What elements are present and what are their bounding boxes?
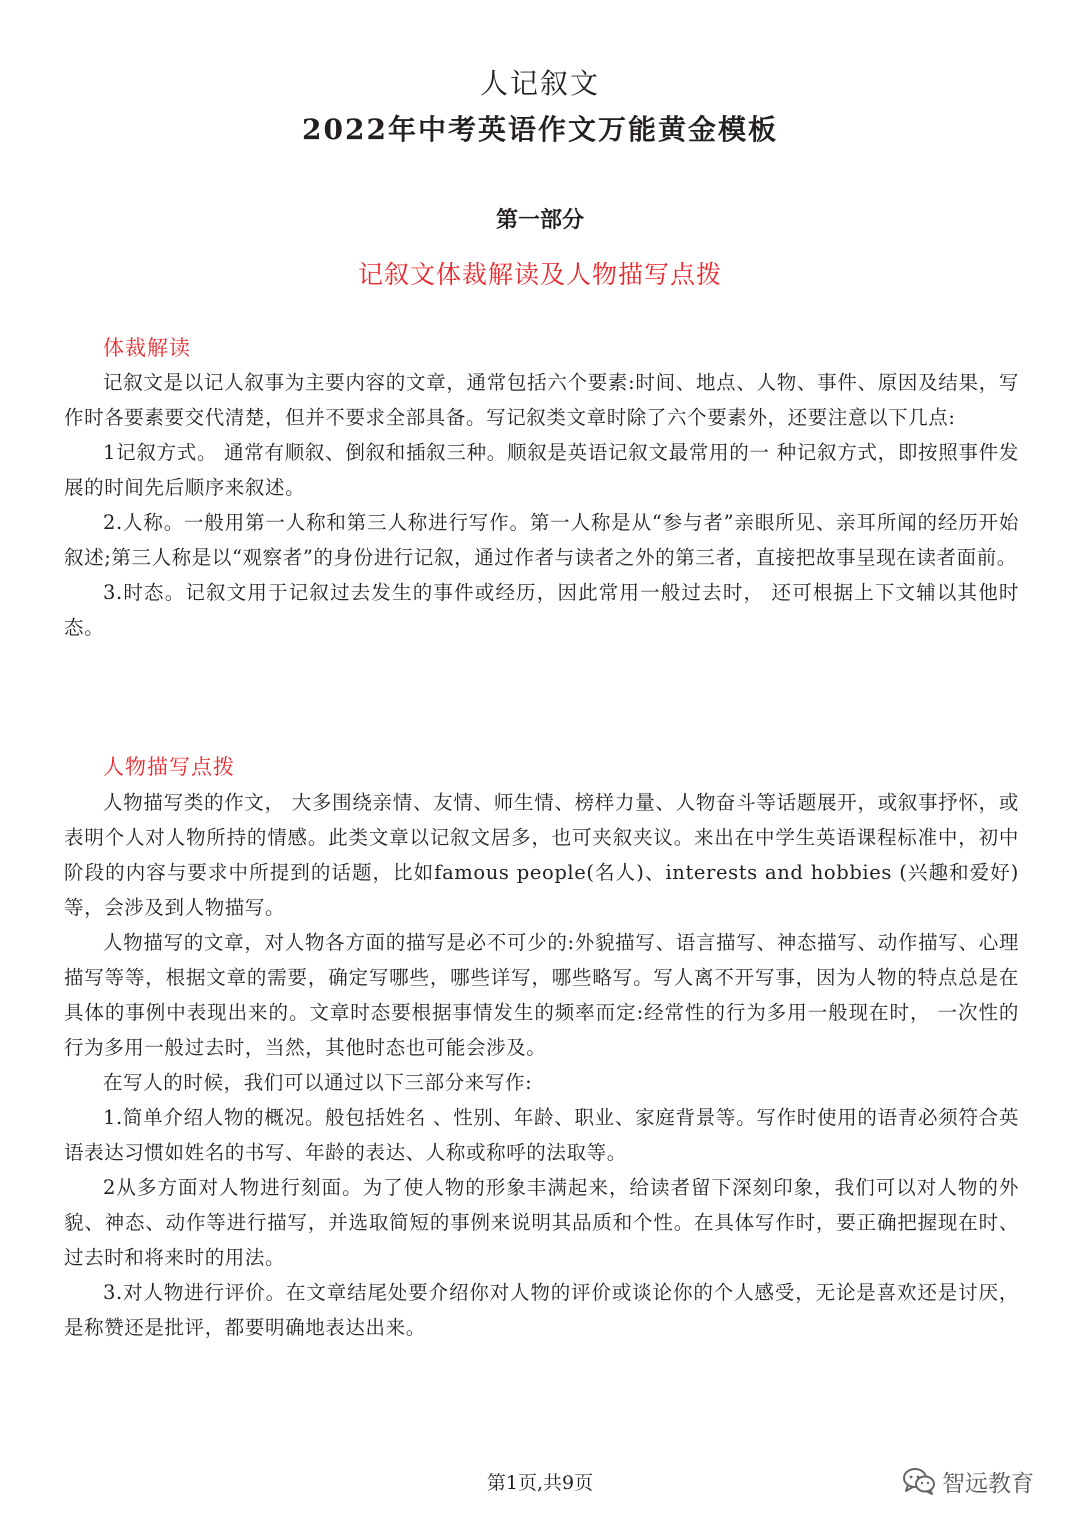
section-genre-body [64,365,1019,645]
paragraph: 记叙文是以记人叙事为主要内容的文章，通常包括六个要素:时间、地点、人物、事件、原因及结果，写作时各要素要交代清楚，但并不要求全部具备。写记叙类文章时除了六个要素外，还要注意以下几点: [64,371,1019,429]
part-title: 记叙文体裁解读及人物描写点拨 [357,260,722,289]
paragraph: 人物描写的文章，对人物各方面的描写是必不可少的:外貌描写、语言描写、神态描写、动作描写、心理描写等等，根据文章的需要，确定写哪些，哪些详写，哪些略写。写人离不开写事，因为人物的特点总是在具体的事例中表现出来的。文章时态要根据事情发生的频率而定:经常性的行为多用一般现在时， 一次性的行为多用一般过去时，当然，其他时态也可能会涉及。 [64,931,1019,1059]
paragraph: 在写人的时候，我们可以通过以下三部分来写作: [103,1071,533,1094]
paragraph: 3.对人物进行评价。在文章结尾处要介绍你对人物的评价或谈论你的个人感受，无论是喜欢还是讨厌，是称赞还是批评，都要明确地表达出来。 [64,1281,1019,1339]
document-subtitle: 人记叙文 [479,67,600,100]
part-label: 第一部分 [495,208,584,233]
watermark [902,1461,1034,1501]
paragraph: 1记叙方式。 通常有顺叙、倒叙和插叙三种。顺叙是英语记叙文最常用的一 种记叙方式，即按照事件发展的时间先后顺序来叙述。 [64,441,1019,499]
paragraph: 2.人称。一般用第一人称和第三人称进行写作。第一人称是从“参与者”亲眼所见、亲耳所闻的经历开始叙述;第三人称是以“观察者”的身份进行记叙，通过作者与读者之外的第三者，直接把故事呈现在读者面前。 [64,511,1019,569]
section-character-body [64,785,1019,1345]
page-number: 第1页,共9页 [486,1472,594,1494]
paragraph: 人物描写类的作文， 大多围绕亲情、友情、师生情、榜样力量、人物奋斗等话题展开，或叙事抒怀，或表明个人对人物所持的情感。此类文章以记叙文居多，也可夹叙夹议。来出在中学生英语课程标准中，初中阶段的内容与要求中所提到的话题，比如famous people(名人)、interests and hobbies (兴趣和爱好)等，会涉及到人物描写。 [64,791,1019,919]
document-title: 2022年中考英语作文万能黄金模板 [302,113,778,146]
section-heading-genre: 体裁解读 [103,336,191,360]
section-heading-character: 人物描写点拨 [103,755,235,779]
paragraph: 1.简单介绍人物的概况。般包括姓名 、性别、年龄、职业、家庭背景等。写作时使用的语青必须符合英语表达习惯如姓名的书写、年龄的表达、人称或称呼的法取等。 [64,1106,1019,1164]
wechat-icon [902,1466,936,1496]
watermark-text: 智远教育 [942,1470,1034,1497]
paragraph: 2从多方面对人物进行刻面。为了使人物的形象丰满起来，给读者留下深刻印象，我们可以对人物的外貌、神态、动作等进行描写，并选取简短的事例来说明其品质和个性。在具体写作时，要正确把握现在时、过去时和将来时的用法。 [64,1176,1019,1269]
paragraph: 3.时态。记叙文用于记叙过去发生的事件或经历，因此常用一般过去时， 还可根据上下文辅以其他时态。 [64,581,1019,639]
